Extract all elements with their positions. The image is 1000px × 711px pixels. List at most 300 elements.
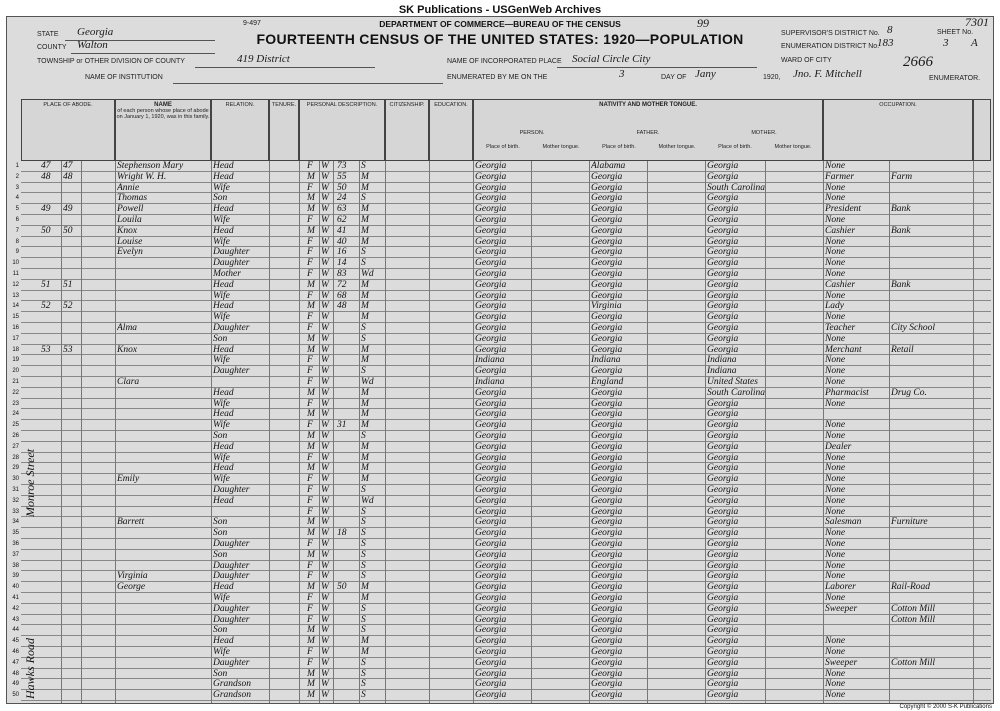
cell-ms: S xyxy=(361,193,366,204)
cell-fpob: Georgia xyxy=(591,571,623,582)
township-value: 419 District xyxy=(237,53,290,65)
cell-pob: Georgia xyxy=(475,182,507,193)
cell-mpob: Georgia xyxy=(707,247,739,258)
cell-occ: None xyxy=(825,215,846,225)
col-personal: PERSONAL DESCRIPTION. xyxy=(299,99,385,161)
row-number: 3 xyxy=(15,184,19,191)
cell-fam: 49 xyxy=(63,204,73,215)
cell-fam xyxy=(63,485,81,496)
cell-rel: Wife xyxy=(213,236,230,247)
cell-sex: F xyxy=(307,398,313,409)
cell-name xyxy=(117,690,209,701)
cell-occ: None xyxy=(825,236,846,247)
cell-fpob: Georgia xyxy=(591,323,623,333)
cell-fpob: Georgia xyxy=(591,225,623,236)
cell-mpob: Georgia xyxy=(707,161,739,171)
cell-ms: S xyxy=(361,625,366,636)
cell-sex: F xyxy=(307,323,313,333)
cell-dw xyxy=(41,453,59,464)
cell-rel: Son xyxy=(213,333,228,344)
cell-dw xyxy=(41,312,59,323)
cell-fam xyxy=(63,463,81,474)
cell-race: W xyxy=(321,247,329,258)
cell-ms: M xyxy=(361,452,369,463)
cell-name: Alma xyxy=(117,323,138,333)
table-row xyxy=(12,366,991,377)
cell-fpob: Georgia xyxy=(591,636,623,647)
cell-pob: Georgia xyxy=(475,215,507,225)
cell-rel: Son xyxy=(213,528,228,539)
cell-name: Evelyn xyxy=(117,247,143,258)
cell-age xyxy=(337,496,359,507)
row-number: 17 xyxy=(12,335,19,342)
cell-rel: Daughter xyxy=(213,539,250,549)
column-divider xyxy=(531,161,532,703)
cell-age xyxy=(337,539,359,550)
row-number: 25 xyxy=(12,422,19,429)
row-number: 45 xyxy=(12,638,19,645)
row-number: 35 xyxy=(12,530,19,537)
cell-mpob: Georgia xyxy=(707,625,739,636)
cell-sex: M xyxy=(307,690,315,701)
cell-pob: Georgia xyxy=(475,452,507,463)
cell-mpob: Georgia xyxy=(707,485,739,495)
cell-race: W xyxy=(321,387,329,398)
cell-dw xyxy=(41,431,59,442)
cell-dw xyxy=(41,507,59,518)
table-row xyxy=(12,647,991,658)
cell-pob: Georgia xyxy=(475,441,507,452)
cell-sex: M xyxy=(307,193,315,204)
cell-dw xyxy=(41,517,59,528)
cell-sex: F xyxy=(307,247,313,258)
cell-name: Knox xyxy=(117,344,138,355)
row-number: 10 xyxy=(12,260,19,267)
cell-dw xyxy=(41,366,59,377)
cell-pob: Georgia xyxy=(475,398,507,409)
table-row xyxy=(12,679,991,690)
cell-pob: Georgia xyxy=(475,344,507,355)
cell-sex: F xyxy=(307,539,313,549)
cell-pob: Georgia xyxy=(475,603,507,614)
col-citizenship: CITIZENSHIP. xyxy=(385,99,429,161)
cell-fpob: Georgia xyxy=(591,452,623,463)
row-number: 31 xyxy=(12,487,19,493)
row-number: 15 xyxy=(12,314,19,321)
cell-fpob: Georgia xyxy=(591,593,623,603)
cell-dw xyxy=(41,582,59,593)
cell-fam xyxy=(63,453,81,464)
cell-race: W xyxy=(321,571,329,582)
cell-race: W xyxy=(321,171,329,182)
cell-ms: S xyxy=(361,323,366,333)
cell-ms: Wd xyxy=(361,269,374,279)
cell-rel: Grandson xyxy=(213,679,252,690)
cell-ind xyxy=(891,453,971,464)
cell-age xyxy=(337,442,359,453)
cell-fpob: Georgia xyxy=(591,204,623,215)
cell-race: W xyxy=(321,614,329,625)
cell-ind: City School xyxy=(891,323,936,333)
cell-sex: M xyxy=(307,409,315,420)
cell-occ: None xyxy=(825,258,846,269)
cell-mpob: Georgia xyxy=(707,679,739,690)
cell-fam xyxy=(63,420,81,431)
cell-age xyxy=(337,636,359,647)
cell-sex: M xyxy=(307,171,315,182)
cell-fpob: Georgia xyxy=(591,215,623,225)
cell-dw xyxy=(41,420,59,431)
cell-age: 68 xyxy=(337,290,347,301)
cell-fpob: Georgia xyxy=(591,539,623,549)
cell-ind xyxy=(891,399,971,410)
cell-name xyxy=(117,528,209,539)
cell-age xyxy=(337,517,359,528)
cell-name xyxy=(117,593,209,604)
cell-fpob: Georgia xyxy=(591,247,623,258)
cell-race: W xyxy=(321,258,329,269)
cell-dw xyxy=(41,269,59,280)
cell-rel: Daughter xyxy=(213,657,250,668)
cell-rel: Daughter xyxy=(213,560,250,571)
cell-ind xyxy=(891,507,971,518)
cell-pob: Georgia xyxy=(475,582,507,593)
cell-age xyxy=(337,355,359,366)
cell-fam: 47 xyxy=(63,161,73,171)
cell-ms: S xyxy=(361,603,366,614)
cell-ms: M xyxy=(361,236,369,247)
cell-occ: Lady xyxy=(825,301,844,312)
cell-ms: M xyxy=(361,279,369,290)
cell-dw: 49 xyxy=(41,204,51,215)
cell-age xyxy=(337,550,359,561)
cell-occ: None xyxy=(825,452,846,463)
cell-ms: S xyxy=(361,657,366,668)
cell-fpob: Georgia xyxy=(591,398,623,409)
cell-name xyxy=(117,301,209,312)
cell-ind xyxy=(891,237,971,248)
cell-mpob: Indiana xyxy=(707,366,737,377)
cell-sex: M xyxy=(307,387,315,398)
cell-ms: M xyxy=(361,387,369,398)
cell-occ: None xyxy=(825,463,846,474)
cell-race: W xyxy=(321,420,329,431)
cell-ms: M xyxy=(361,312,369,323)
col-name-note: of each person whose place of abode on January 1, 1920, was in this family. xyxy=(116,108,210,120)
cell-ind: Cotton Mill xyxy=(891,614,936,625)
row-number: 40 xyxy=(12,584,19,591)
cell-fam xyxy=(63,658,81,669)
col-relation: RELATION. xyxy=(211,99,269,161)
cell-ms: M xyxy=(361,398,369,409)
column-divider xyxy=(81,161,82,703)
cell-fam xyxy=(63,625,81,636)
cell-race: W xyxy=(321,625,329,636)
cell-occ: None xyxy=(825,549,846,560)
cell-sex: M xyxy=(307,625,315,636)
cell-name xyxy=(117,647,209,658)
cell-fam xyxy=(63,366,81,377)
cell-ms: S xyxy=(361,549,366,560)
table-row xyxy=(12,636,991,647)
cell-sex: M xyxy=(307,463,315,474)
col-person-pob: Place of birth. xyxy=(486,144,520,150)
cell-ind xyxy=(891,647,971,658)
col-father: FATHER. xyxy=(636,130,660,136)
table-body xyxy=(12,161,991,703)
cell-rel: Wife xyxy=(213,355,230,366)
cell-dw xyxy=(41,193,59,204)
cell-name xyxy=(117,280,209,291)
cell-occ: None xyxy=(825,647,846,657)
cell-ind xyxy=(891,193,971,204)
cell-fpob: Georgia xyxy=(591,344,623,355)
row-number: 9 xyxy=(15,249,19,256)
cell-age xyxy=(337,679,359,690)
cell-sex: F xyxy=(307,258,313,269)
cell-occ: None xyxy=(825,431,846,441)
county-value: Walton xyxy=(77,39,108,51)
cell-ms: M xyxy=(361,420,369,431)
cell-fam: 53 xyxy=(63,344,73,355)
cell-fpob: Georgia xyxy=(591,420,623,431)
cell-occ: None xyxy=(825,593,846,603)
cell-race: W xyxy=(321,560,329,571)
row-number: 44 xyxy=(12,627,19,634)
cell-fam xyxy=(63,571,81,582)
cell-rel: Grandson xyxy=(213,690,252,701)
cell-race: W xyxy=(321,603,329,614)
table-row xyxy=(12,517,991,528)
cell-occ: None xyxy=(825,312,846,323)
cell-mpob: Georgia xyxy=(707,549,739,560)
cell-ms: S xyxy=(361,539,366,549)
cell-ind xyxy=(891,355,971,366)
table-row xyxy=(12,625,991,636)
table-row xyxy=(12,549,991,561)
col-father-tongue: Mother tongue. xyxy=(658,144,696,150)
cell-rel: Wife xyxy=(213,420,230,431)
cell-fpob: Georgia xyxy=(591,506,623,517)
cell-fam xyxy=(63,604,81,615)
cell-age xyxy=(337,615,359,626)
copyright-footer: Copyright © 2000 S-K Publications xyxy=(899,704,992,710)
cell-ms: S xyxy=(361,679,366,690)
cell-sex: F xyxy=(307,647,313,657)
cell-ms: M xyxy=(361,441,369,452)
cell-rel: Son xyxy=(213,517,228,528)
table-row xyxy=(12,593,991,604)
cell-race: W xyxy=(321,398,329,409)
cell-occ: None xyxy=(825,539,846,549)
cell-fpob: Georgia xyxy=(591,582,623,593)
cell-name xyxy=(117,539,209,550)
row-number: 22 xyxy=(12,389,19,396)
archive-banner-text: SK Publications - USGenWeb Archives xyxy=(398,4,602,16)
cell-fam xyxy=(63,593,81,604)
cell-pob: Georgia xyxy=(475,539,507,549)
cell-pob: Georgia xyxy=(475,279,507,290)
cell-fam xyxy=(63,377,81,388)
cell-ind xyxy=(891,366,971,377)
cell-rel: Son xyxy=(213,549,228,560)
cell-race: W xyxy=(321,333,329,344)
cell-name: Thomas xyxy=(117,193,148,204)
cell-sex: F xyxy=(307,269,313,279)
cell-occ xyxy=(825,625,889,636)
cell-rel: Son xyxy=(213,431,228,441)
cell-sex: F xyxy=(307,485,313,495)
cell-pob: Georgia xyxy=(475,614,507,625)
cell-fpob: Georgia xyxy=(591,560,623,571)
cell-rel: Son xyxy=(213,625,228,636)
column-divider xyxy=(889,161,890,703)
cell-pob: Georgia xyxy=(475,625,507,636)
cell-occ: President xyxy=(825,204,862,215)
cell-mpob: South Carolina xyxy=(707,387,765,398)
cell-mpob: Georgia xyxy=(707,323,739,333)
cell-pob: Georgia xyxy=(475,528,507,539)
cell-ms: S xyxy=(361,614,366,625)
cell-name xyxy=(117,269,209,280)
cell-ms: S xyxy=(361,560,366,571)
cell-dw: 52 xyxy=(41,301,51,312)
cell-fpob: Georgia xyxy=(591,290,623,301)
cell-fpob: England xyxy=(591,377,624,387)
cell-occ: Laborer xyxy=(825,582,856,593)
cell-name xyxy=(117,636,209,647)
cell-ms: Wd xyxy=(361,495,374,506)
cell-fpob: Georgia xyxy=(591,549,623,560)
row-number: 30 xyxy=(12,476,19,483)
cell-ind xyxy=(891,625,971,636)
cell-rel: Head xyxy=(213,225,234,236)
cell-fam xyxy=(63,355,81,366)
cell-dw xyxy=(41,355,59,366)
cell-occ xyxy=(825,615,889,626)
cell-fpob: Georgia xyxy=(591,409,623,420)
cell-name xyxy=(117,409,209,420)
row-number: 29 xyxy=(12,465,19,472)
cell-race: W xyxy=(321,269,329,279)
column-divider xyxy=(647,161,648,703)
col-name-title: NAME xyxy=(154,102,172,108)
table-row xyxy=(12,420,991,431)
table-row xyxy=(12,485,991,496)
cell-age: 18 xyxy=(337,528,347,539)
cell-fam xyxy=(63,247,81,258)
ed-value: 183 xyxy=(877,37,894,49)
cell-occ: None xyxy=(825,290,846,301)
cell-age: 72 xyxy=(337,279,347,290)
col-name xyxy=(115,99,211,161)
cell-occ: None xyxy=(825,355,846,366)
cell-race: W xyxy=(321,377,329,387)
cell-sex: F xyxy=(307,290,313,301)
cell-fam xyxy=(63,636,81,647)
department-line: DEPARTMENT OF COMMERCE—BUREAU OF THE CENSUS xyxy=(379,19,621,29)
cell-fpob: Georgia xyxy=(591,614,623,625)
cell-fam xyxy=(63,291,81,302)
sheet-side: A xyxy=(971,37,978,49)
row-number: 12 xyxy=(12,281,19,288)
cell-age: 83 xyxy=(337,269,347,279)
table-row xyxy=(15,171,991,183)
cell-ms: M xyxy=(361,225,369,236)
cell-mpob: Georgia xyxy=(707,463,739,474)
cell-dw xyxy=(41,647,59,658)
cell-ms: Wd xyxy=(361,377,374,387)
cell-pob: Georgia xyxy=(475,593,507,603)
cell-occ: None xyxy=(825,495,846,506)
cell-ind xyxy=(891,485,971,496)
row-number: 27 xyxy=(12,443,19,450)
cell-mpob: Georgia xyxy=(707,668,739,679)
ward-label: WARD OF CITY xyxy=(781,57,832,64)
township-label: TOWNSHIP or OTHER DIVISION OF COUNTY xyxy=(37,58,185,65)
cell-dw xyxy=(41,539,59,550)
cell-age xyxy=(337,669,359,680)
cell-age xyxy=(337,388,359,399)
cell-sex: F xyxy=(307,355,313,366)
cell-ms: M xyxy=(361,647,369,657)
cell-ms: M xyxy=(361,215,369,225)
place-line xyxy=(557,67,757,68)
cell-pob: Georgia xyxy=(475,560,507,571)
cell-rel: Daughter xyxy=(213,614,250,625)
cell-pob: Georgia xyxy=(475,506,507,517)
cell-occ: None xyxy=(825,636,846,647)
cell-ind xyxy=(891,291,971,302)
cell-sex: M xyxy=(307,528,315,539)
cell-race: W xyxy=(321,528,329,539)
cell-ind: Cotton Mill xyxy=(891,657,936,668)
cell-fpob: Georgia xyxy=(591,182,623,193)
cell-sex: F xyxy=(307,452,313,463)
cell-occ: None xyxy=(825,560,846,571)
col-father-pob: Place of birth. xyxy=(602,144,636,150)
cell-mpob: Georgia xyxy=(707,269,739,279)
cell-dw xyxy=(41,291,59,302)
cell-dw xyxy=(41,474,59,485)
cell-fam xyxy=(63,474,81,485)
cell-age xyxy=(337,323,359,334)
cell-age xyxy=(337,625,359,636)
cell-name xyxy=(117,615,209,626)
cell-ms: S xyxy=(361,517,366,528)
cell-fpob: Georgia xyxy=(591,258,623,269)
row-number: 32 xyxy=(12,497,19,504)
cell-fam xyxy=(63,409,81,420)
cell-fpob: Georgia xyxy=(591,441,623,452)
page-mark: 99 xyxy=(697,16,709,30)
day-of-label: DAY OF xyxy=(661,74,687,81)
enumerated-month: Jany xyxy=(695,68,716,80)
cell-dw xyxy=(41,183,59,194)
cell-ind: Bank xyxy=(891,204,911,215)
cell-race: W xyxy=(321,474,329,485)
cell-mpob: Georgia xyxy=(707,452,739,463)
cell-pob: Georgia xyxy=(475,647,507,657)
cell-race: W xyxy=(321,517,329,528)
table-row xyxy=(12,582,991,593)
cell-mpob: Georgia xyxy=(707,236,739,247)
cell-occ: Sweeper xyxy=(825,657,858,668)
cell-name xyxy=(117,561,209,572)
cell-fam xyxy=(63,517,81,528)
cell-mpob: Georgia xyxy=(707,517,739,528)
cell-ms: M xyxy=(361,171,369,182)
